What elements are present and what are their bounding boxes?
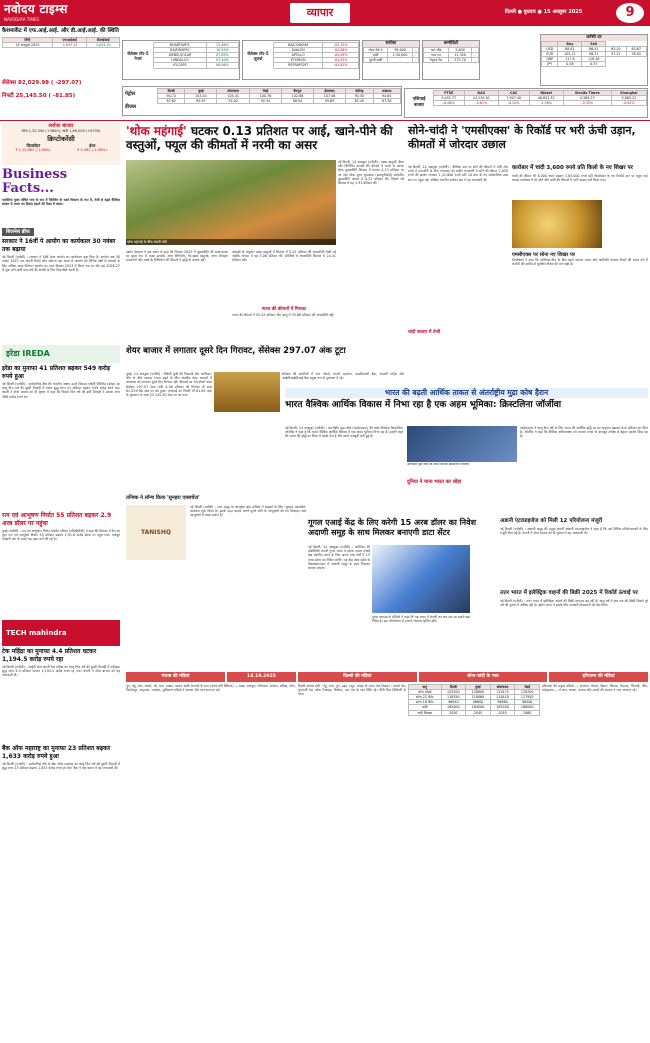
table-cell: -2.58% xyxy=(529,101,563,106)
table-cell: 96500 xyxy=(515,700,540,705)
main-body-col1: उद्योग मंत्रालय ने एक बयान में कहा कि सितंबर 2025 में मुद्रास्फीति की सकारात्मक दर मुख्य रूप से खाद्य उत्पादों, अन्य विनिर्माण, गैर-खाद्य वस्तुओं, अन्य परिवहन उपकरणों और वस्त्रों के विनिर्माण की कीमतों में वृद्धि के कारण रही। xyxy=(126,250,228,263)
crypto-values xyxy=(2,148,120,152)
table-cell: 7,907.40 xyxy=(498,96,529,101)
table-cell: 128800 xyxy=(466,690,491,695)
table-row xyxy=(364,57,419,62)
table-cell: ग्वार सीड xyxy=(424,47,449,52)
table-row xyxy=(424,57,479,62)
table-cell: 94.72 xyxy=(158,94,185,99)
newspaper-logo: नवोदय टाइम्स xyxy=(4,2,68,16)
table-cell: चांदी सिक्का xyxy=(409,710,442,715)
global-label: एशियाई बाजार xyxy=(412,97,426,108)
gold-rate-table xyxy=(408,684,540,716)
divider xyxy=(0,120,650,121)
table-cell: 11,350 xyxy=(449,52,472,57)
table-cell: 118060 xyxy=(466,695,491,700)
imf-body2: आईएमएफ ने चालू वित्त वर्ष के लिए भारत की आर्थिक वृद्धि दर का अनुमान बढ़ाकर 6.6 प्रतिशत कर दिया है। जॉर्जीवा ने कहा कि वैश्विक अर्थव्यवस्था को व्यापार तनाव के बावजूद अपेक्षा से बेहतर प्रदर्शन दिख रहा है। xyxy=(520,426,648,439)
main-story xyxy=(126,124,404,152)
table-cell: 89.97 xyxy=(185,99,217,104)
table-cell: 92.34 xyxy=(249,99,281,104)
table-cell: 07.40% xyxy=(206,58,238,63)
tanishq-logo: TANISHQ xyxy=(126,505,186,560)
bull-statue-photo xyxy=(214,372,280,412)
table-header: चेन्नई xyxy=(515,685,540,690)
sarafa-side-box xyxy=(2,123,120,165)
main-headline-text: घटकर 0.13 प्रतिशत पर आई, खाने-पीने की वस्तुओं, फ्यूल की कीमतों में नरमी का असर xyxy=(126,124,393,152)
table-cell: 1,50,000 xyxy=(388,52,413,57)
brief-body: नई दिल्ली (एजेंसी) : सरकार ने 16वें वेतन आयोग का कार्यकाल बढ़ा दिया है। आयोग अब 30 नवंबर 2025 तक अपनी रिपोर्ट सौंप सकेगा। इस कदम से आयोग को विभिन्न पक्षों से परामर्श के लिए अधिक समय मिलेगा। आयोग का गठन दिसंबर 2023 में किया गया था और इसे 2026-27 से शुरू होने वाली पांच वर्ष की अवधि के लिए सिफारिशें करनी हैं। xyxy=(2,255,120,272)
table-cell: - xyxy=(472,57,479,62)
table-cell: -04.83% xyxy=(323,58,359,63)
fuel-price-strip xyxy=(122,86,402,116)
right-small-2-headline: उत्तर भारत में इलेक्ट्रिक वाहनों की बिक्री 2025 में रिकॉर्ड ऊंचाई पर xyxy=(500,590,638,596)
right-small-1 xyxy=(500,518,648,577)
table-header: मुंबई xyxy=(185,89,217,94)
ireda-story xyxy=(2,345,120,465)
delhi-mandi-text: दिल्ली अनाज मंडी : गेहूं, चना, मूंग, उड़द, मसूर, अरहर के भाव। तेल-तिलहन : सरसों तेल, मूंगफली तेल, सोया रिफाइंड, बिनौला, पाम तेल के भाव स्थिर रहे। चीनी मिल डिलिवरी के भाव। xyxy=(298,684,406,697)
table-header: FTSE xyxy=(434,91,465,96)
th: तिथि xyxy=(3,38,53,43)
techm-story xyxy=(2,620,120,745)
masthead xyxy=(0,0,650,26)
google-photo xyxy=(372,545,470,613)
table-cell: सोना स्टैंडर्ड xyxy=(409,690,442,695)
imf-caption: अंतर्राष्ट्रीय मुद्रा कोष की प्रबंध निदेशक क्रिस्टलिना जॉर्जीवा xyxy=(407,463,470,466)
commodity-box xyxy=(422,40,480,80)
gold-sub2: एमसीएक्स पर सोना नए शिखर पर xyxy=(512,252,575,258)
table-cell: नेचुरल गैस xyxy=(424,57,449,62)
google-body: नई दिल्ली, 14 अक्तूबर (एजेंसी) : अमेरिका की प्रौद्योगिकी कंपनी गूगल भारत में अपना पहला एआई केंद्र स्थापित करने के लिए अगले पांच वर्षों में 15 अरब डॉलर का निवेश करेगी। यह केंद्र आंध्र प्रदेश के विशाखापत्तनम में अदाणी समूह के साथ मिलकर बनाया जाएगा। xyxy=(308,545,370,571)
table-header: चंडीगढ़ xyxy=(346,89,373,94)
techm-body: नई दिल्ली (एजेंसी) : आईटी सेवा कंपनी टेक महिंद्रा का चालू वित्त वर्ष की दूसरी तिमाही में एकीकृत शुद्ध लाभ 4.4 प्रतिशत घटकर 1,194.5 करोड़ रुपये रह गया। कंपनी ने शेयर बाजार को यह जानकारी दी। xyxy=(2,665,120,678)
table-cell: 82.45 xyxy=(346,99,373,104)
gold-side xyxy=(512,252,648,318)
eth-label: ईथर xyxy=(89,142,96,148)
birla-brief xyxy=(2,228,120,338)
table-header: Straits Times xyxy=(563,91,611,96)
table-cell: 185000 xyxy=(441,705,466,710)
table-cell: 10.93% xyxy=(206,48,238,53)
imf-story xyxy=(285,400,648,411)
table-cell: 5,630 xyxy=(449,47,472,52)
table-cell: 95.65 xyxy=(314,99,346,104)
business-facts-text: प्लास्टिक मुक्त पोषित चाय के रूप में पैकेजिंग के सस्ते विकल्प के रूप में, तेजी से बढ़ते वैश्विक बाजार में भारत का हिस्सा बढ़ाने की दिशा में कदम। xyxy=(2,198,120,207)
fuel-table xyxy=(157,88,401,104)
table-cell: 103.12 xyxy=(558,51,582,56)
table-cell: 4,369.23 xyxy=(563,96,611,101)
table-cell: 2050 xyxy=(441,710,466,715)
gainers-table xyxy=(153,42,239,69)
table-cell: 129100 xyxy=(441,690,466,695)
gems-headline: रत्न एवं आभूषण निर्यात 55 प्रतिशत बढ़कर 2.9 अरब डॉलर पर पहुंचा xyxy=(2,512,112,527)
band-punjab: पंजाब की मंडियां xyxy=(126,672,225,682)
table-cell: 87.62 xyxy=(158,99,185,104)
table-header: हैदराबाद xyxy=(314,89,346,94)
table-cell: 12.66% xyxy=(206,43,238,48)
main-body-side: नई दिल्ली, 14 अक्तूबर (एजेंसी) : खाद्य वस्तुओं, ईंधन और विनिर्मित उत्पादों की कीमतों में नरमी के कारण थोक मुद्रास्फीति सितंबर में घटकर 0.13 प्रतिशत पर आ गई। थोक मूल्य सूचकांक (डब्ल्यूपीआई) आधारित मुद्रास्फीति अगस्त में 0.52 प्रतिशत थी। पिछले वर्ष सितंबर में यह 1.91 प्रतिशत थी। xyxy=(338,160,404,186)
global-markets-box xyxy=(404,88,648,118)
main-body-col2: आंकड़ों के अनुसार खाद्य वस्तुओं में सितंबर में 5.22 प्रतिशत की अपस्फीति देखी गई जबकि अगस्त में यह 3.06 प्रतिशत थी। सब्जियों में अपस्फीति सितंबर में 24.41 प्रतिशत रही। xyxy=(232,250,336,263)
onion-box-title: प्याज की कीमतों में गिरावट xyxy=(261,307,307,312)
table-cell: - xyxy=(413,47,419,52)
issue-date: दिल्ली ● बुधवार ● 15 अक्तूबर 2025 xyxy=(505,9,583,15)
table-header: धातु xyxy=(409,685,442,690)
brief-kicker: बिजनेस ब्रीफ xyxy=(2,228,34,236)
table-cell: 57.21 xyxy=(606,51,626,56)
btc-value: ₹ 1,12,663 (-1.06%) xyxy=(15,147,51,152)
top-losers-box xyxy=(242,40,360,80)
table-cell: 2045 xyxy=(466,710,491,715)
sarafa-side-title: सर्राफा बाजार xyxy=(48,123,74,129)
table-cell: 98.71 xyxy=(582,51,606,56)
techm-logo: TECH mahindra xyxy=(2,620,120,646)
punjab-mandi-text: मूंग, गेहूं, धान, सरसों, जौ, चना, मक्का, बाजरा आदि अनाजों के भाव (रुपये प्रति क्विंटल) — खन्ना, राजपुरा, पटियाला, संगरूर, बठिंडा, मोगा, फिरोजपुर, अमृतसर, जालंधर, लुधियाना मंडियों में आवक और भाव सामान्य रहे। xyxy=(126,684,296,693)
table-cell: 63.10 xyxy=(606,46,626,51)
table-cell: WEBELSOLAR xyxy=(154,53,207,58)
table-cell: -04.81% xyxy=(323,63,359,68)
td: 14 अक्तूबर 2025 xyxy=(3,43,53,48)
gold-body2: चांदी की कीमत भी 6,000 रुपये बढ़कर 1,85,000 रुपये प्रति किलोग्राम के नए रिकॉर्ड स्तर पर पहुंच गई। वायदा कारोबार में भी सोने और चांदी की कीमतों में भारी उछाल दर्ज किया गया। xyxy=(512,174,648,183)
main-col2 xyxy=(232,250,336,345)
right-small-2 xyxy=(500,590,648,669)
table-cell: 58.05 xyxy=(626,51,646,56)
table-cell: -05.15% xyxy=(323,43,359,48)
crypto-title: क्रिप्टोकरेंसी xyxy=(47,134,75,143)
table-cell: 9,452.77 xyxy=(434,96,465,101)
table-cell: BHARTIARTL xyxy=(154,43,207,48)
gainers-title: सेंसेक्स टॉप-5 गेनर्स xyxy=(127,51,149,61)
gold-body3: विश्लेषकों ने कहा कि अमेरिका-चीन के बीच बढ़ते व्यापार तनाव और अमेरिकी फेडरल रिजर्व की ब्याज दरों में कटौती की उम्मीद से सुरक्षित निवेश की मांग बढ़ी है। xyxy=(512,258,648,267)
top-gainers-box xyxy=(122,40,240,80)
table-cell: - xyxy=(413,57,419,62)
table-header: लखनऊ xyxy=(373,89,400,94)
petrol-label: पेट्रोल xyxy=(125,91,136,97)
global-table xyxy=(433,90,647,106)
table-header: कोलकाता xyxy=(490,685,515,690)
imf-banner: भारत की बढ़ती आर्थिक ताकत से अंतर्राष्ट्रीय मुद्रा कोष हैरान xyxy=(285,388,648,398)
table-cell: चांदी xyxy=(364,52,388,57)
table-cell: 96880 xyxy=(490,700,515,705)
table-header: चेन्नई xyxy=(249,89,281,94)
table-cell: 96600 xyxy=(466,700,491,705)
table-cell: पुरानी चांदी xyxy=(364,57,388,62)
table-header: मुंबई xyxy=(466,685,491,690)
techm-headline: टेक महिंद्रा का मुनाफा 4.4 प्रतिशत घटकर 1,194.5 करोड़ रुपये रहा xyxy=(2,648,97,663)
section-title: व्यापार xyxy=(290,3,350,23)
table-header: CAC xyxy=(498,91,529,96)
td: 3,024.10 xyxy=(87,43,120,48)
imf-photo xyxy=(407,426,517,462)
imf-kicker: दुनिया ने माना भारत का लोहा xyxy=(407,479,462,485)
table-cell: 46,847.32 xyxy=(529,96,563,101)
table-row xyxy=(274,63,359,68)
table-header: दिल्ली xyxy=(441,685,466,690)
table-cell: सोना 18 कैरेट xyxy=(409,700,442,705)
commodity-table xyxy=(423,47,479,63)
table-cell: 0.58 xyxy=(558,62,582,67)
imf-body: नई दिल्ली, 14 अक्तूबर (एजेंसी) : अंतर्राष्ट्रीय मुद्रा कोष (आईएमएफ) की प्रबंध निदेशक क्रिस्टलिना जॉर्जीवा ने कहा है कि भारत वैश्विक आर्थिक विकास में एक अहम भूमिका निभा रहा है। उन्होंने कहा कि भारत की वृद्धि दर विश्व में सबसे तेज है और इसमें मजबूती बनी हुई है। xyxy=(285,426,403,439)
th: डीआईआई xyxy=(87,38,120,43)
table-cell: -05.09% xyxy=(323,53,359,58)
btc-label: बिटकॉइन xyxy=(26,142,41,148)
band-delhi: दिल्ली की मंडियां xyxy=(298,672,417,682)
gold-rate-table-box xyxy=(408,684,540,716)
table-cell: 0.57 xyxy=(582,62,606,67)
gems-story xyxy=(2,512,120,622)
vegetable-market-photo xyxy=(126,160,336,245)
page-number: 9 xyxy=(616,3,644,23)
table-cell: 88.81 xyxy=(558,46,582,51)
th: एफआईआई xyxy=(52,38,87,43)
indices-box xyxy=(2,80,120,100)
main-headline xyxy=(126,124,404,152)
table-cell: 06.86% xyxy=(206,63,238,68)
masthead-tagline: NAVODAYA TIMES xyxy=(4,17,40,22)
market-body2: सेंसेक्स की कंपनियों में टाटा मोटर्स, भारती एयरटेल, एचडीएफसी बैंक, अदाणी पोर्ट्स और आईसीआईसीआई बैंक प्रमुख रूप से नुकसान में रहे। xyxy=(282,372,404,381)
table-cell: -0.61% xyxy=(464,101,498,106)
table-cell: BAJFINSERV xyxy=(154,48,207,53)
table-cell: 2060 xyxy=(515,710,540,715)
table-row xyxy=(434,101,647,106)
table-cell: 118410 xyxy=(490,695,515,700)
table-cell: 118350 xyxy=(441,695,466,700)
table-cell: - xyxy=(472,52,479,57)
business-facts-box xyxy=(2,168,120,228)
gold-body: नई दिल्ली, 14 अक्तूबर (एजेंसी) : वैश्विक स्तर पर सोने की कीमतों में तेजी और रुपये में कमजोरी के बीच मंगलवार को राष्ट्रीय राजधानी में सोने की कीमत 2,850 रुपये की छलांग लगाकर 1,32,800 रुपये प्रति 10 ग्राम के नए सर्वकालिक उच्च स्तर पर पहुंच गई। अखिल भारतीय सर्राफा संघ ने यह जानकारी दी। xyxy=(408,165,508,182)
table-cell: APOLLO xyxy=(274,53,323,58)
sensex-value: सेंसेक्स 82,029.98 ( -297.07) xyxy=(2,80,82,86)
tanishq-story xyxy=(126,495,306,501)
fii-dii-table xyxy=(2,37,120,48)
main-kicker: 'थोक महंगाई' xyxy=(126,124,187,138)
bank-headline: बैंक ऑफ महाराष्ट्र का मुनाफा 23 प्रतिशत बढ़कर 1,633 करोड़ रुपये हुआ xyxy=(2,745,111,760)
table-header: Shanghai xyxy=(611,91,646,96)
ireda-logo: इरेडा IREDA xyxy=(2,345,120,363)
table-header: Sell xyxy=(582,41,606,46)
table-row xyxy=(542,62,647,67)
table-cell: 117950 xyxy=(515,695,540,700)
table-cell: 92.02 xyxy=(217,99,249,104)
table-cell: AVALON xyxy=(274,48,323,53)
table-cell: 117.8 xyxy=(558,56,582,61)
table-cell: 07.85% xyxy=(206,53,238,58)
market-body: मुंबई, 14 अक्तूबर (एजेंसी) : विदेशी पूंजी की निकासी और अमेरिका-चीन के बीच व्यापार तनाव बढ़ने के बीच स्थानीय शेयर बाजारों में मंगलवार को लगातार दूसरे दिन गिरावट रही। बीएसई का 30 शेयरों वाला सेंसेक्स 297.07 अंक यानी 0.36 प्रतिशत की गिरावट के साथ 82,029.98 अंक पर बंद हुआ। एनएसई का निफ्टी भी 81.85 अंक के नुकसान के साथ 25,145.50 अंक पर आ गया। xyxy=(126,372,212,398)
tanishq-headline: तनिष्क ने लॉन्च किया 'सुनहरा एक्सचेंज' xyxy=(126,495,200,501)
sarafa-side-line: सोना 1,32,000 (+3600), चांदी 1,89,000 (+6700) xyxy=(21,129,101,134)
gold-bars-photo xyxy=(512,200,602,248)
table-cell: GBP xyxy=(542,56,558,61)
table-cell: - xyxy=(413,52,419,57)
band-haryana: हरियाणा की मंडियां xyxy=(549,672,648,682)
gold-story xyxy=(408,124,648,151)
imf-headline: भारत वैश्विक आर्थिक विकास में निभा रहा है एक अहम भूमिका: क्रिस्टलिना जॉर्जीवा xyxy=(285,400,562,410)
fii-dii-box xyxy=(2,28,120,76)
onion-box-text: प्याज की कीमतों में 55.43 प्रतिशत और आलू में 39.88 प्रतिशत की अपस्फीति रही। xyxy=(232,312,335,317)
gold-kicker2: चांदी बाजार में तेजी xyxy=(408,330,441,335)
table-cell: सोना 22 कैरेट xyxy=(409,695,442,700)
eth-value: ₹ 4,062 (-1.08%) xyxy=(77,147,107,152)
table-cell: 100.76 xyxy=(249,94,281,99)
table-header: Buy xyxy=(558,41,582,46)
table-cell: 105.41 xyxy=(217,94,249,99)
table-cell: -0.20% xyxy=(498,101,529,106)
currency-title: करेंसी दर xyxy=(541,35,647,41)
table-cell: 24,239.50 xyxy=(464,96,498,101)
fii-dii-headline: कैशमार्केट में एफ.आई.आई. और डी.आई.आई. की स्थिति xyxy=(2,28,119,34)
table-cell: सोना 99.5 xyxy=(364,47,388,52)
table-cell: 103.44 xyxy=(185,94,217,99)
table-cell: 99,000 xyxy=(388,47,413,52)
table-cell: HINDALCO xyxy=(154,58,207,63)
table-cell: USD xyxy=(542,46,558,51)
table-cell: 185200 xyxy=(490,705,515,710)
currency-table xyxy=(541,41,647,68)
losers-table xyxy=(273,42,359,69)
table-cell: IFLCAPS xyxy=(154,63,207,68)
business-facts-title: Business Facts... xyxy=(2,167,68,196)
table-cell: 88.94 xyxy=(282,99,314,104)
table-cell: JPY xyxy=(542,62,558,67)
table-cell: 3,865.23 xyxy=(611,96,646,101)
table-row xyxy=(158,99,401,104)
right-small-1-body: नई दिल्ली (एजेंसी) : अदाणी समूह की प्रमुख कंपनी अदाणी एंटरप्राइजेज ने कहा है कि उसे विभिन्न परियोजनाओं के लिए मंजूरी मिल गई है। कंपनी ने शेयर बाजार को दी सूचना में यह जानकारी दी। xyxy=(500,527,648,536)
table-cell: ETLYBON xyxy=(274,58,323,63)
tanishq-body: नई दिल्ली (एजेंसी) : टाटा समूह के आभूषण ब्रांड तनिष्क ने ग्राहकों के लिए 'सुनहरा एक्सचेंज' कार्यक्रम शुरू किया है। इसके तहत ग्राहक अपने पुराने सोने के आभूषणों को नए डिजाइन वाले आभूषणों से बदल सकते हैं। xyxy=(190,505,306,518)
table-cell: BAJCONSUM xyxy=(274,43,323,48)
gold-sub-box xyxy=(512,165,648,198)
brief-headline: सरकार ने 16वीं पे आयोग का कार्यकाल 30 नवंबर तक बढ़ाया xyxy=(2,238,116,253)
table-header: कोलकाता xyxy=(217,89,249,94)
nifty-value: निफ्टी 25,145.50 ( -81.85) xyxy=(2,92,76,99)
gold-headline: सोने-चांदी ने 'एमसीएक्स' के रिकॉर्ड पर भरी ऊंची उड़ान, कीमतों में जोरदार उछाल xyxy=(408,124,636,151)
table-cell: -0.06% xyxy=(434,101,465,106)
table-cell: REFRAPCMT xyxy=(274,63,323,68)
table-header: बेंगलुरु xyxy=(282,89,314,94)
commodity-title: कमोडिटी xyxy=(423,41,479,47)
sarafa-title: सर्राफा xyxy=(363,41,419,47)
google-story xyxy=(308,518,498,538)
table-header: दिल्ली xyxy=(158,89,185,94)
table-cell: 86.41 xyxy=(582,46,606,51)
table-cell: 102.86 xyxy=(282,94,314,99)
ireda-body: नई दिल्ली (एजेंसी) : सार्वजनिक क्षेत्र की भारतीय अक्षय ऊर्जा विकास एजेंसी लिमिटेड (इरेडा) का चालू वित्त वर्ष की दूसरी तिमाही में एकल शुद्ध लाभ 41 प्रतिशत बढ़कर 549 करोड़ रुपये रहा। कंपनी ने शेयर बाजार को दी सूचना में कहा कि पिछले वित्त वर्ष की इसी तिमाही में उसका लाभ 388 करोड़ रुपये था। xyxy=(2,382,120,399)
right-small-2-body: नई दिल्ली (एजेंसी) : उत्तर भारत में इलेक्ट्रिक वाहनों की बिक्री लगातार बढ़ रही है। चालू वर्ष में अब तक की बिक्री पिछले पूरे वर्ष की तुलना में अधिक रही है। उद्योग जगत ने इसके लिए सरकारी प्रोत्साहनों को श्रेय दिया। xyxy=(500,599,648,608)
haryana-mandi-text: हरियाणा की प्रमुख मंडियों — करनाल, कैथल, हिसार, सिरसा, रोहतक, भिवानी, जींद, फतेहाबाद — में धान, बाजरा, कपास और सरसों की आवक व भाव सामान्य रहे। xyxy=(542,684,648,693)
table-cell: 272.70 xyxy=(449,57,472,62)
table-cell: 184500 xyxy=(466,705,491,710)
band-date: 14.10.2025 xyxy=(227,672,296,682)
table-row xyxy=(409,710,540,715)
table-cell: 94.65 xyxy=(373,94,400,99)
table-cell: -0.35% xyxy=(563,101,611,106)
table-cell: 128700 xyxy=(515,690,540,695)
currency-box xyxy=(540,34,648,86)
right-small-1-headline: अडानी एंटरप्राइजेज को मिली 12 परियोजना मंजूरी xyxy=(500,518,603,524)
table-cell: 63.67 xyxy=(626,46,646,51)
table-cell: EUR xyxy=(542,51,558,56)
table-cell: 2055 xyxy=(490,710,515,715)
google-headline: गूगल एआई केंद्र के लिए करेगी 15 अरब डॉलर का निवेश अदाणी समूह के साथ मिलकर बनाएगी डाटा सेंटर xyxy=(308,518,477,537)
google-body2: गूगल क्लाउड के सीईओ ने कहा कि यह भारत में कंपनी का अब तक का सबसे बड़ा निवेश है। इस परियोजना से हजारों रोजगार सृजित होंगे। xyxy=(372,615,470,624)
table-cell: -05.08% xyxy=(323,48,359,53)
bank-body: नई दिल्ली (एजेंसी) : सार्वजनिक क्षेत्र के बैंक ऑफ महाराष्ट्र का चालू वित्त वर्ष की दूसरी तिमाही में शुद्ध लाभ 23 प्रतिशत बढ़कर 1,633 करोड़ रुपये हो गया। बैंक ने एक बयान में यह जानकारी दी। xyxy=(2,762,120,771)
table-cell: 94.30 xyxy=(346,94,373,99)
band-gold: सोना-चांदी के भाव xyxy=(419,672,548,682)
gems-body: मुंबई (एजेंसी) : रत्न एवं आभूषण निर्यात संवर्धन परिषद (जीजेईपीसी) ने कहा कि सितंबर में देश का कुल रत्न एवं आभूषण निर्यात 55 प्रतिशत बढ़कर 2,91.8 करोड़ डॉलर पर पहुंच गया। मजबूत त्योहारी मांग के चलते यह बढ़त दर्ज की गई है। xyxy=(2,529,120,542)
table-row xyxy=(154,63,239,68)
market-story xyxy=(126,346,404,357)
table-cell: -0.62% xyxy=(611,101,646,106)
table-cell: ग्वार गम xyxy=(424,52,449,57)
table-cell: 186000 xyxy=(515,705,540,710)
mandi-bands xyxy=(126,672,648,682)
table-cell: 87.76 xyxy=(373,99,400,104)
table-header: Nikkei xyxy=(529,91,563,96)
table-cell: 107.46 xyxy=(314,94,346,99)
market-headline: शेयर बाजार में लगातार दूसरे दिन गिरावट, सेंसेक्स 297.07 अंक टूटा xyxy=(126,346,346,356)
diesel-label: डीजल xyxy=(125,104,137,110)
table-header: DAX xyxy=(464,91,498,96)
table-cell: 129175 xyxy=(490,690,515,695)
table-cell: चांदी xyxy=(409,705,442,710)
losers-title: सेंसेक्स टॉप-5 लूजर्स xyxy=(247,51,269,61)
ireda-headline: इरेडा का मुनाफा 41 प्रतिशत बढ़कर 549 करोड़ रुपये हुआ xyxy=(2,365,111,380)
table-cell: - xyxy=(388,57,413,62)
table-cell: - xyxy=(472,47,479,52)
table-cell: 96840 xyxy=(441,700,466,705)
gold-sub: कारोबार में चांदी 3,600 रुपये प्रति किलो के नए शिखर पर xyxy=(512,165,633,171)
table-cell: 118.48 xyxy=(582,56,606,61)
bank-story xyxy=(2,745,120,865)
td: -1,097.41 xyxy=(52,43,87,48)
sarafa-table xyxy=(363,47,419,63)
sarafa-box xyxy=(362,40,420,80)
photo-caption: थोक महंगाई के बीच सब्जी मंडी xyxy=(126,239,336,245)
